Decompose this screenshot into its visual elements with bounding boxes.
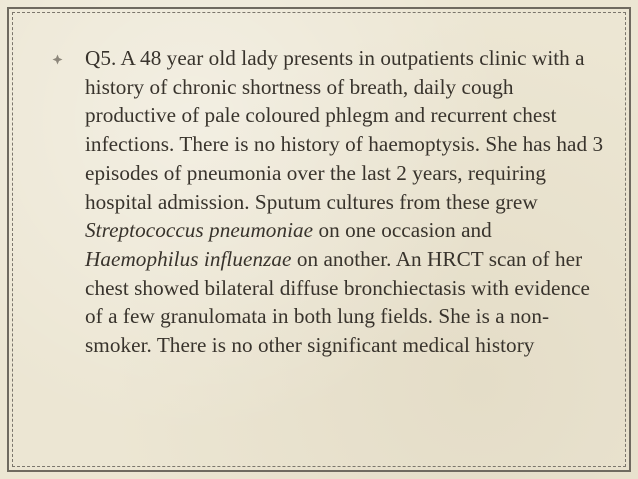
diamond-bullet-icon	[52, 54, 63, 65]
question-text-suffix: on another. An HRCT scan of her chest showed bilateral diffuse bronchiectasis with evidence of a few granulomata in both lung fields. She is a non-smoker. There is no other significant medical history	[85, 246, 591, 358]
organism-streptococcus: Streptococcus pneumoniae	[85, 218, 314, 243]
question-text	[58, 44, 606, 360]
organism-haemophilus: Haemophilus influenzae	[85, 246, 292, 271]
question-content	[58, 44, 606, 360]
question-text-prefix: Q5. A 48 year old lady presents in outpatients clinic with a history of chronic shortness of breath, daily cough productive of pale coloured phlegm and recurrent chest infections. There is no history of haemoptysis. She has had 3 episodes of pneumonia over the last 2 years, requiring hospital admission. Sputum cultures from these grew	[85, 46, 604, 214]
question-text-middle: on one occasion and	[313, 218, 492, 243]
